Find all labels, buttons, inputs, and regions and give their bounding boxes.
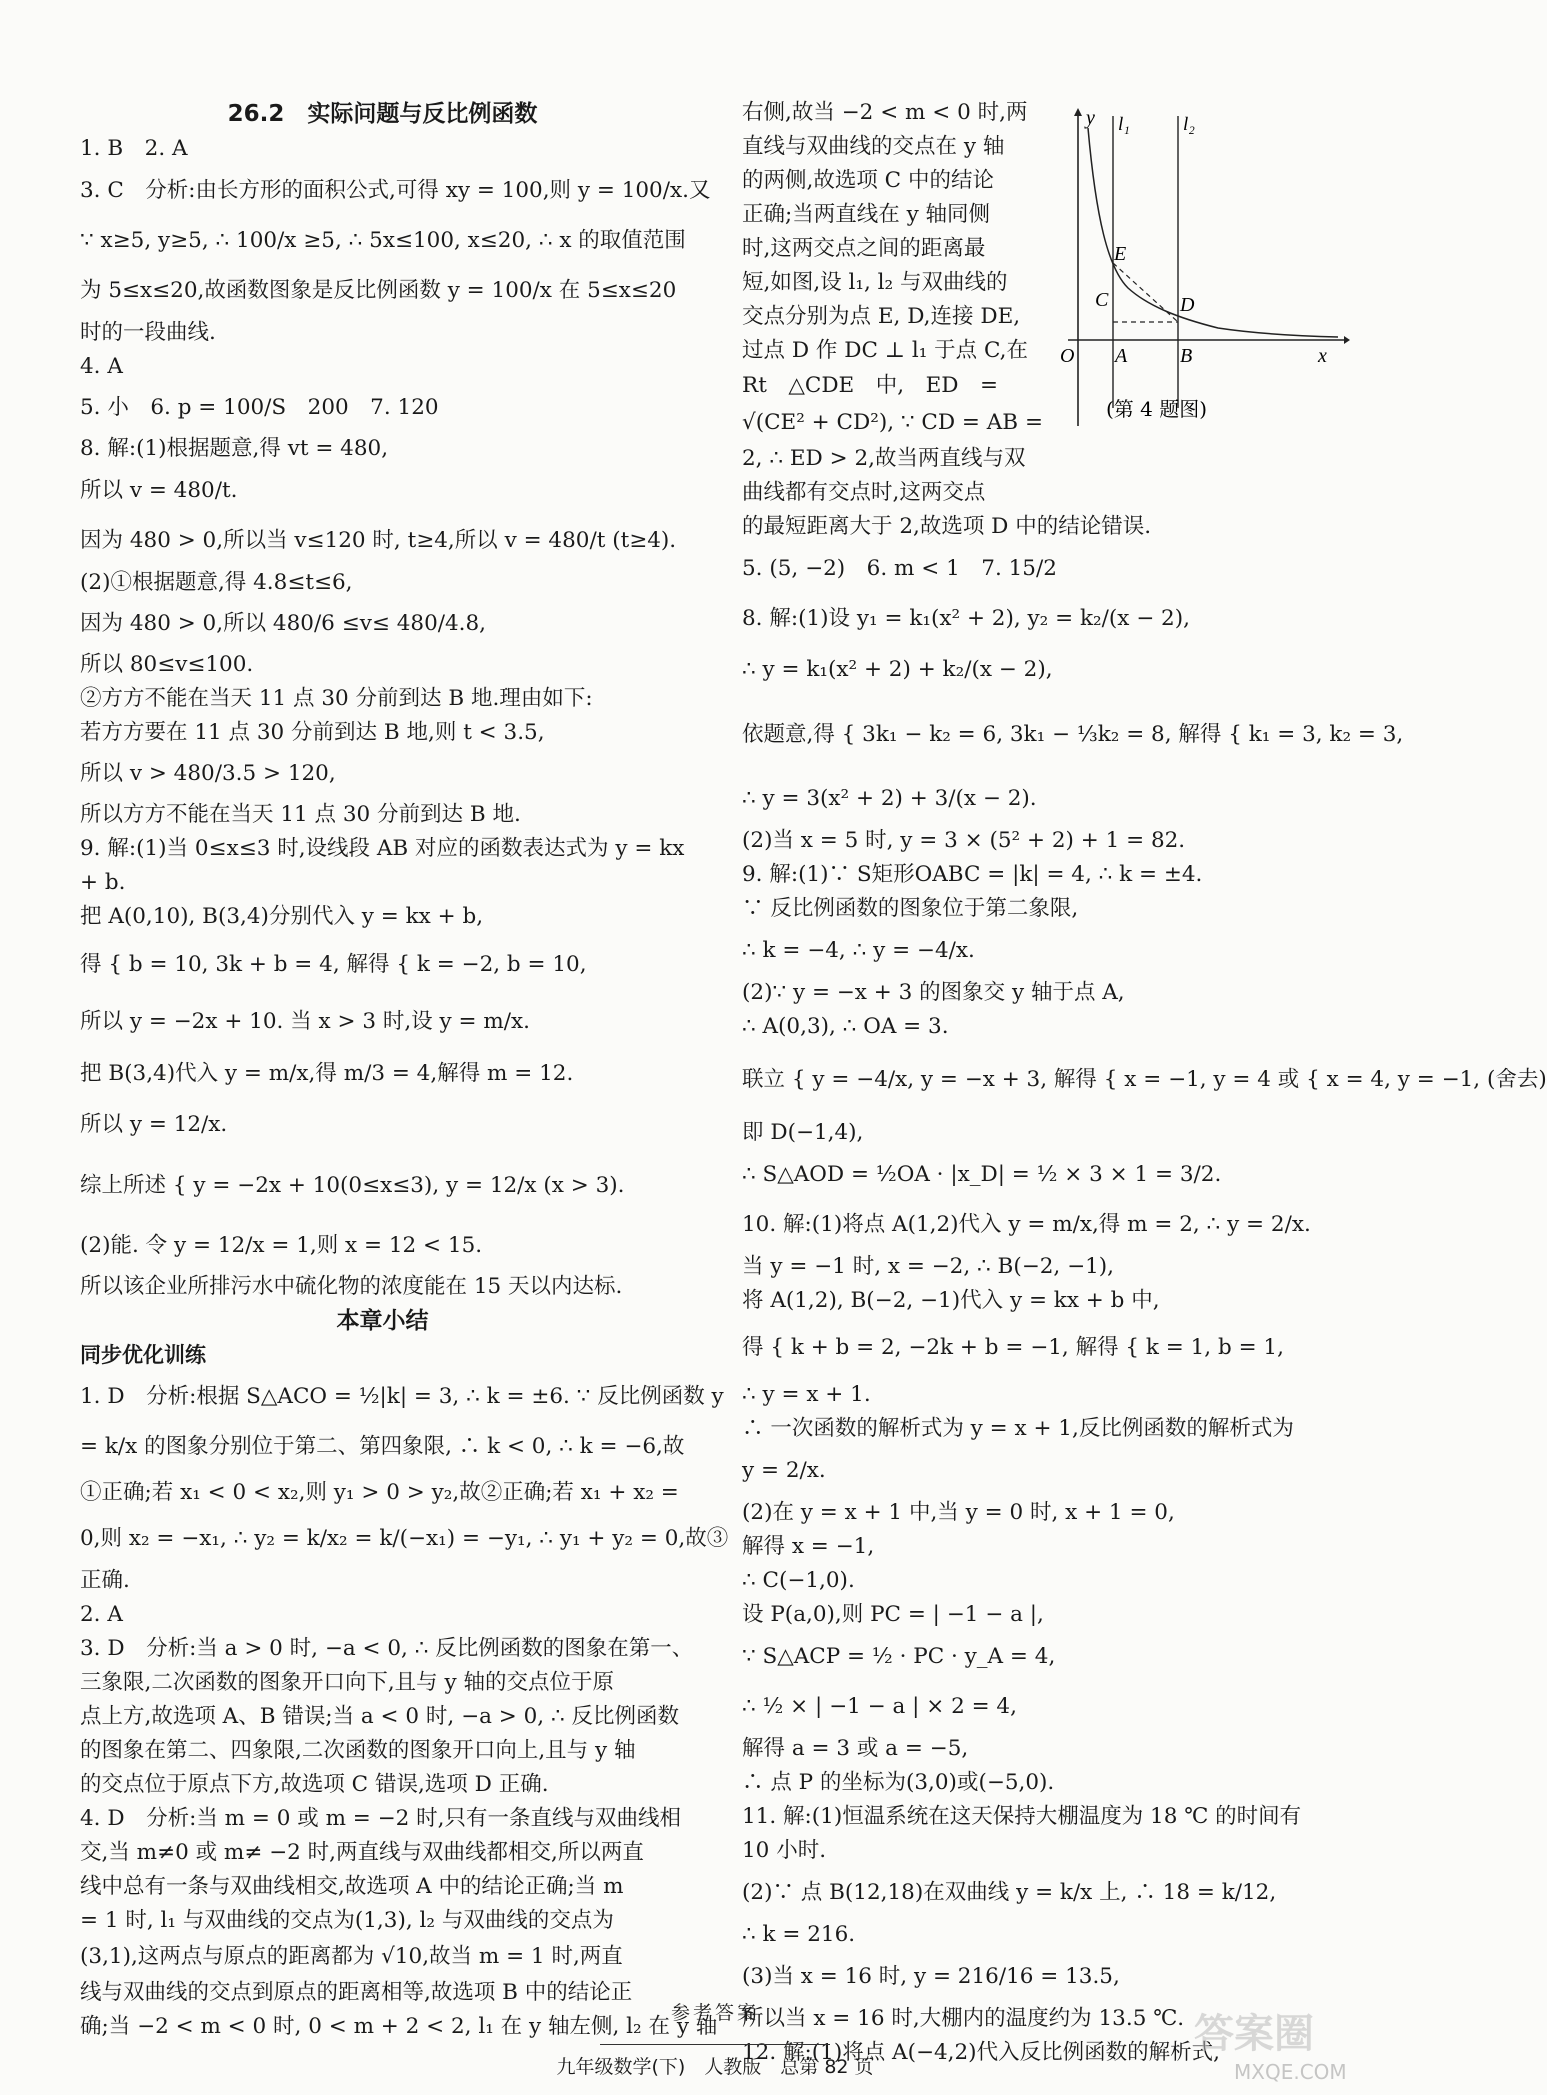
subsection-heading: 同步优化训练 bbox=[80, 1343, 206, 1367]
text-line: 2, ∴ ED > 2,故当两直线与双 bbox=[742, 446, 1026, 471]
text-line: (2)①根据题意,得 4.8≤t≤6, bbox=[80, 570, 353, 595]
text-line: ∵ x≥5, y≥5, ∴ 100/x ≥5, ∴ 5x≤100, x≤20, ∴ x 的取值范围 bbox=[80, 228, 686, 253]
text-line: 时,这两交点之间的距离最 bbox=[742, 236, 986, 261]
text-line: 右侧,故当 −2 < m < 0 时,两 bbox=[742, 100, 1028, 125]
text-line: (3,1),这两点与原点的距离都为 √10,故当 m = 1 时,两直 bbox=[80, 1944, 623, 1969]
text-line: ∴ k = −4, ∴ y = −4/x. bbox=[742, 938, 975, 963]
text-line: 2. A bbox=[80, 1602, 123, 1627]
text-line: 得 { b = 10, 3k + b = 4, 解得 { k = −2, b = 10, bbox=[80, 952, 587, 977]
text-line: 所以 y = −2x + 10. 当 x > 3 时,设 y = m/x. bbox=[80, 1009, 530, 1034]
label-B: B bbox=[1180, 345, 1193, 367]
text-line: 8. 解:(1)设 y₁ = k₁(x² + 2), y₂ = k₂/(x − 2), bbox=[742, 606, 1190, 631]
label-l2: l₂ bbox=[1183, 114, 1195, 135]
text-line: 交,当 m≠0 或 m≠ −2 时,两直线与双曲线都相交,所以两直 bbox=[80, 1840, 644, 1865]
text-line: 所以当 x = 16 时,大棚内的温度约为 13.5 ℃. bbox=[742, 2006, 1185, 2031]
text-line: 联立 { y = −4/x, y = −x + 3, 解得 { x = −1, y = 4 或 { x = 4, y = −1, (舍去) bbox=[742, 1067, 1547, 1092]
text-line: 的最短距离大于 2,故选项 D 中的结论错误. bbox=[742, 514, 1152, 539]
text-line: 的图象在第二、四象限,二次函数的图象开口向上,且与 y 轴 bbox=[80, 1738, 636, 1763]
text-line: = k/x 的图象分别位于第二、第四象限, ∴ k < 0, ∴ k = −6,故 bbox=[80, 1434, 685, 1459]
text-line: 三象限,二次函数的图象开口向下,且与 y 轴的交点位于原 bbox=[80, 1670, 614, 1695]
text-line: 解得 a = 3 或 a = −5, bbox=[742, 1736, 969, 1761]
y-axis-arrow bbox=[1074, 108, 1082, 116]
text-line: 所以 y = 12/x. bbox=[80, 1112, 228, 1137]
text-line: 所以方方不能在当天 11 点 30 分前到达 B 地. bbox=[80, 802, 521, 827]
label-A: A bbox=[1115, 345, 1128, 367]
text-line: 4. D 分析:当 m = 0 或 m = −2 时,只有一条直线与双曲线相 bbox=[80, 1806, 682, 1831]
right-column-wrapped-block bbox=[742, 96, 1057, 510]
text-line: 设 P(a,0),则 PC = | −1 − a |, bbox=[742, 1602, 1044, 1627]
text-line: 4. A bbox=[80, 354, 123, 379]
text-line: ∴ S△AOD = ½OA · |x_D| = ½ × 3 × 1 = 3/2. bbox=[742, 1162, 1222, 1187]
text-line: 依题意,得 { 3k₁ − k₂ = 6, 3k₁ − ⅓k₂ = 8, 解得 { k₁ = 3, k₂ = 3, bbox=[742, 722, 1404, 747]
text-line: ∴ y = 3(x² + 2) + 3/(x − 2). bbox=[742, 786, 1037, 811]
text-line: 11. 解:(1)恒温系统在这天保持大棚温度为 18 ℃ 的时间有 bbox=[742, 1804, 1302, 1829]
text-line: 即 D(−1,4), bbox=[742, 1120, 864, 1145]
text-line: 8. 解:(1)根据题意,得 vt = 480, bbox=[80, 436, 389, 461]
text-line: (2)能. 令 y = 12/x = 1,则 x = 12 < 15. bbox=[80, 1233, 483, 1258]
text-line: 所以 v = 480/t. bbox=[80, 478, 238, 503]
text-line: √(CE² + CD²), ∵ CD = AB = bbox=[742, 410, 1043, 435]
label-E: E bbox=[1114, 243, 1127, 265]
text-line: 3. D 分析:当 a > 0 时, −a < 0, ∴ 反比例函数的图象在第一、 bbox=[80, 1636, 694, 1661]
text-line: 当 y = −1 时, x = −2, ∴ B(−2, −1), bbox=[742, 1254, 1115, 1279]
footer-divider bbox=[600, 2044, 830, 2045]
x-axis-arrow bbox=[1344, 336, 1350, 344]
footer-page-info: 九年级数学(下) 人教版 总第 82 页 bbox=[556, 2056, 874, 2078]
text-line: 正确. bbox=[80, 1568, 130, 1593]
text-line: 1. B 2. A bbox=[80, 136, 188, 161]
text-line: 5. 小 6. p = 100/S 200 7. 120 bbox=[80, 395, 439, 420]
text-line: 解得 x = −1, bbox=[742, 1534, 875, 1559]
text-line: 0,则 x₂ = −x₁, ∴ y₂ = k/x₂ = k/(−x₁) = −y₁, ∴ y₁ + y₂ = 0,故③ bbox=[80, 1526, 729, 1551]
text-line: ∵ 反比例函数的图象位于第二象限, bbox=[742, 896, 1079, 921]
watermark-logo bbox=[1154, 1997, 1404, 2087]
text-line: 1. D 分析:根据 S△ACO = ½|k| = 3, ∴ k = ±6. ∵ 反比例函数 y bbox=[80, 1384, 724, 1409]
text-line: y = 2/x. bbox=[742, 1458, 826, 1483]
text-line: ②方方不能在当天 11 点 30 分前到达 B 地.理由如下: bbox=[80, 686, 593, 711]
label-D: D bbox=[1180, 294, 1195, 316]
text-line: 正确;当两直线在 y 轴同侧 bbox=[742, 202, 991, 227]
text-line: 过点 D 作 DC ⊥ l₁ 于点 C,在 bbox=[742, 338, 1028, 363]
text-line: (3)当 x = 16 时, y = 216/16 = 13.5, bbox=[742, 1964, 1120, 1989]
text-line: ∴ y = x + 1. bbox=[742, 1382, 871, 1407]
label-O: O bbox=[1060, 345, 1075, 367]
watermark-url: MXQE.COM bbox=[1234, 2060, 1347, 2084]
text-line: 若方方要在 11 点 30 分前到达 B 地,则 t < 3.5, bbox=[80, 720, 545, 745]
text-line: 的两侧,故选项 C 中的结论 bbox=[742, 168, 994, 193]
text-line: ∴ C(−1,0). bbox=[742, 1568, 855, 1593]
text-line: ∴ k = 216. bbox=[742, 1922, 856, 1947]
text-line: 线中总有一条与双曲线相交,故选项 A 中的结论正确;当 m bbox=[80, 1874, 624, 1899]
figure-question-4 bbox=[1060, 107, 1350, 426]
text-line: 10 小时. bbox=[742, 1838, 827, 1863]
text-line: (2)∵ y = −x + 3 的图象交 y 轴于点 A, bbox=[742, 980, 1125, 1005]
text-line: 时的一段曲线. bbox=[80, 320, 216, 345]
text-line: 12. 解:(1)将点 A(−4,2)代入反比例函数的解析式, bbox=[742, 2040, 1220, 2065]
text-line: ①正确;若 x₁ < 0 < x₂,则 y₁ > 0 > y₂,故②正确;若 x₁ + x₂ = bbox=[80, 1480, 679, 1505]
hyperbola-curve bbox=[1088, 128, 1338, 337]
text-line: ∴ 一次函数的解析式为 y = x + 1,反比例函数的解析式为 bbox=[742, 1416, 1294, 1441]
text-line: 综上所述 { y = −2x + 10(0≤x≤3), y = 12/x (x > 3). bbox=[80, 1173, 625, 1198]
text-line: ∴ A(0,3), ∴ OA = 3. bbox=[742, 1014, 949, 1039]
text-line: 交点分别为点 E, D,连接 DE, bbox=[742, 304, 1021, 329]
segment-DE bbox=[1113, 263, 1178, 322]
text-line: 9. 解:(1)∵ S矩形OABC = |k| = 4, ∴ k = ±4. bbox=[742, 862, 1203, 887]
text-line: 为 5≤x≤20,故函数图象是反比例函数 y = 100/x 在 5≤x≤20 bbox=[80, 278, 677, 303]
text-line: (2)在 y = x + 1 中,当 y = 0 时, x + 1 = 0, bbox=[742, 1500, 1175, 1525]
text-line: 所以该企业所排污水中硫化物的浓度能在 15 天以内达标. bbox=[80, 1274, 623, 1299]
text-line: 的交点位于原点下方,故选项 C 错误,选项 D 正确. bbox=[80, 1772, 549, 1797]
text-line: 短,如图,设 l₁, l₂ 与双曲线的 bbox=[742, 270, 1008, 295]
text-line: 线与双曲线的交点到原点的距离相等,故选项 B 中的结论正 bbox=[80, 1980, 633, 2005]
label-l1: l₁ bbox=[1118, 114, 1130, 135]
text-line: ∴ ½ × | −1 − a | × 2 = 4, bbox=[742, 1694, 1017, 1719]
text-line: 将 A(1,2), B(−2, −1)代入 y = kx + b 中, bbox=[742, 1288, 1160, 1313]
text-line: 所以 v > 480/3.5 > 120, bbox=[80, 761, 336, 786]
label-y: y bbox=[1086, 107, 1095, 129]
text-line: ∴ y = k₁(x² + 2) + k₂/(x − 2), bbox=[742, 657, 1053, 682]
label-C: C bbox=[1095, 289, 1109, 311]
text-line: = 1 时, l₁ 与双曲线的交点为(1,3), l₂ 与双曲线的交点为 bbox=[80, 1908, 614, 1933]
text-line: 直线与双曲线的交点在 y 轴 bbox=[742, 134, 1005, 159]
text-line: (2)当 x = 5 时, y = 3 × (5² + 2) + 1 = 82. bbox=[742, 828, 1186, 853]
footer-title: 参考答案 bbox=[670, 2002, 759, 2024]
text-line: 把 B(3,4)代入 y = m/x,得 m/3 = 4,解得 m = 12. bbox=[80, 1061, 574, 1086]
text-line: + b. bbox=[80, 870, 126, 895]
label-x: x bbox=[1318, 345, 1327, 367]
text-line: 3. C 分析:由长方形的面积公式,可得 xy = 100,则 y = 100/x.又 bbox=[80, 178, 711, 203]
figure-caption: (第 4 题图) bbox=[1106, 397, 1208, 421]
text-line: 得 { k + b = 2, −2k + b = −1, 解得 { k = 1, b = 1, bbox=[742, 1335, 1284, 1360]
text-line: 曲线都有交点时,这两交点 bbox=[742, 480, 986, 505]
text-line: 把 A(0,10), B(3,4)分别代入 y = kx + b, bbox=[80, 904, 484, 929]
text-line: 9. 解:(1)当 0≤x≤3 时,设线段 AB 对应的函数表达式为 y = kx bbox=[80, 836, 685, 861]
text-line: 所以 80≤v≤100. bbox=[80, 652, 254, 677]
text-line: Rt △CDE 中, ED = bbox=[742, 373, 999, 398]
text-line: 10. 解:(1)将点 A(1,2)代入 y = m/x,得 m = 2, ∴ y = 2/x. bbox=[742, 1212, 1311, 1237]
section-heading: 本章小结 bbox=[336, 1308, 429, 1334]
text-line: 因为 480 > 0,所以 480/6 ≤v≤ 480/4.8, bbox=[80, 611, 487, 636]
text-line: 5. (5, −2) 6. m < 1 7. 15/2 bbox=[742, 556, 1057, 581]
text-line: 点上方,故选项 A、B 错误;当 a < 0 时, −a > 0, ∴ 反比例函数 bbox=[80, 1704, 679, 1729]
text-line: 确;当 −2 < m < 0 时, 0 < m + 2 < 2, l₁ 在 y 轴左侧, l₂ 在 y 轴 bbox=[80, 2014, 718, 2039]
watermark-text: 答案圈 bbox=[1194, 2011, 1314, 2057]
text-line: (2)∵ 点 B(12,18)在双曲线 y = k/x 上, ∴ 18 = k/12, bbox=[742, 1880, 1277, 1905]
text-line: ∴ 点 P 的坐标为(3,0)或(−5,0). bbox=[742, 1770, 1055, 1795]
section-heading: 26.2 实际问题与反比例函数 bbox=[227, 101, 538, 127]
text-line: ∵ S△ACP = ½ · PC · y_A = 4, bbox=[742, 1644, 1056, 1669]
text-line: 因为 480 > 0,所以当 v≤120 时, t≥4,所以 v = 480/t (t≥4). bbox=[80, 528, 677, 553]
